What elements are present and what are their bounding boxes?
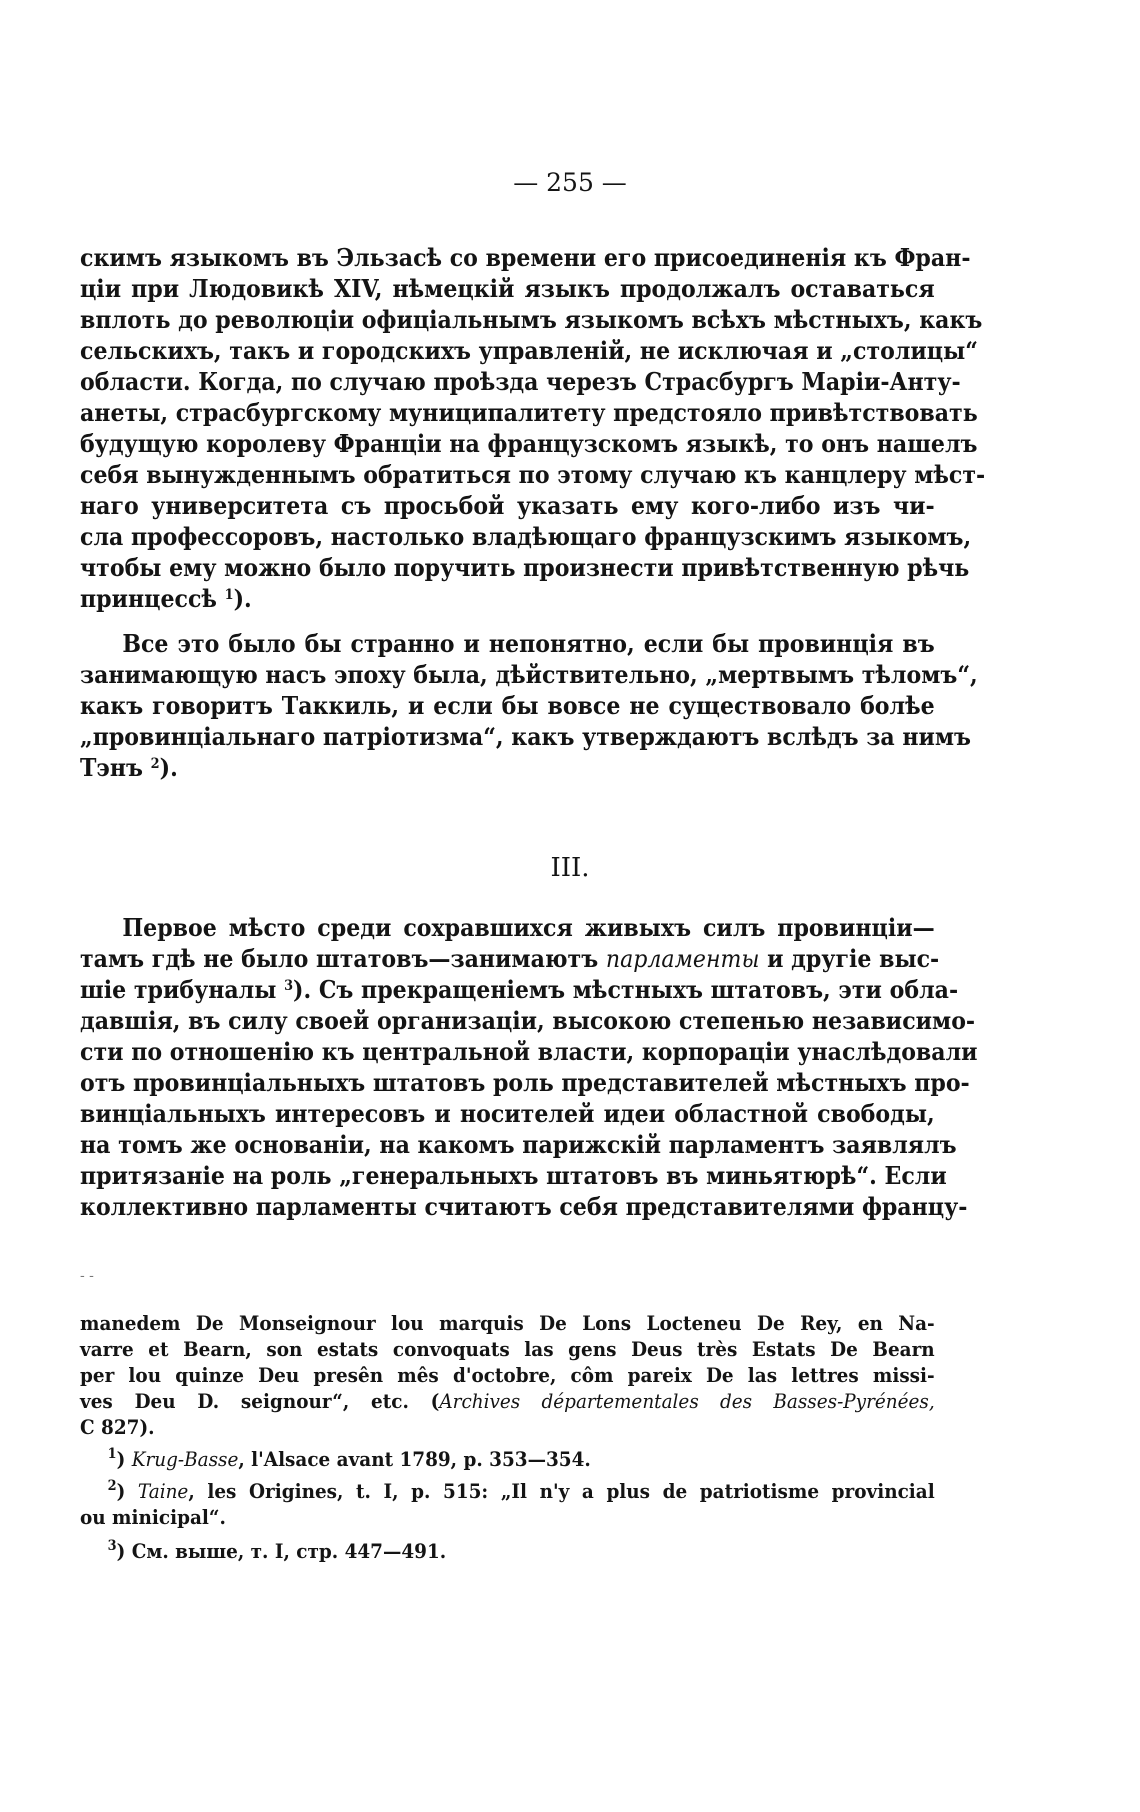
footnote-line: C 827). (80, 1415, 155, 1439)
footnote-line: manedem De Monseignour lou marquis De Lons Locteneu De Rey, en Na- (80, 1311, 935, 1335)
text-line (80, 754, 935, 782)
footnote-1: $^1$) Krug-Basse, l'Alsace avant 1789, p. 353—354. (107, 1446, 591, 1471)
text-line: занимающую насъ эпоху была, дѣйствительно, „мертвымъ тѣломъ“, (80, 660, 978, 689)
footnote-3: $^3$) См. выше, т. I, стр. 447—491. (107, 1538, 447, 1563)
text-fragment: Тэнъ (80, 753, 143, 782)
text-line (80, 585, 935, 613)
text-line (80, 944, 940, 973)
text-line: сельскихъ, такъ и городскихъ управленій, не исключая и „столицы“ (80, 336, 978, 365)
text-fragment: принцессѣ (80, 584, 217, 613)
text-line: какъ говоритъ Таккиль, и если бы вовсе не существовало болѣе (80, 691, 935, 720)
text-line: Все это было бы странно и непонятно, если бы провинція въ (122, 629, 935, 658)
text-line: отъ провинціальныхъ штатовъ роль представителей мѣстныхъ про- (80, 1068, 970, 1097)
footnote-mark: 1 (107, 1446, 117, 1462)
text-fragment: тамъ гдѣ не было штатовъ—занимаютъ (80, 944, 606, 973)
footnote-ref: 1 (224, 587, 234, 603)
text-line (80, 975, 959, 1004)
footnote-line: per lou quinze Deu presên mês d'octobre, côm pareix De las lettres missi- (80, 1363, 935, 1387)
text-line: чтобы ему можно было поручить произнести привѣтственную рѣчь (80, 553, 970, 582)
text-fragment: ). (159, 753, 178, 782)
text-fragment: и другіе выс- (759, 944, 940, 973)
text-line: сти по отношенію къ центральной власти, корпораціи унаслѣдовали (80, 1037, 978, 1066)
footnote-separator: - - (80, 1268, 94, 1284)
text-line: наго университета съ просьбой указать ему кого-либо изъ чи- (80, 491, 935, 520)
text-line: „провинціальнаго патріотизма“, какъ утверждаютъ вслѣдъ за нимъ (80, 722, 971, 751)
text-line: области. Когда, по случаю проѣзда черезъ Страсбургъ Маріи-Анту- (80, 367, 961, 396)
text-fragment: ). (233, 584, 252, 613)
text-line: ціи при Людовикѣ XIV, нѣмецкій языкъ продолжалъ оставаться (80, 274, 935, 303)
text-line: себя вынужденнымъ обратиться по этому случаю къ канцлеру мѣст- (80, 460, 986, 489)
text-fragment: ves Deu D. seignour“, etc. ( (80, 1389, 440, 1413)
text-line: вплоть до революціи офиціальнымъ языкомъ всѣхъ мѣстныхъ, какъ (80, 305, 983, 334)
footnote-text: , l'Alsace avant 1789, p. 353—354. (238, 1447, 591, 1471)
text-line: притязаніе на роль „генеральныхъ штатовъ въ миньятюрѣ“. Если (80, 1161, 947, 1190)
italic-title: Archives départementales des Basses-Pyrénées, (439, 1389, 935, 1413)
text-line: винціальныхъ интересовъ и носителей идеи областной свободы, (80, 1099, 935, 1128)
page-number: — 255 — (513, 168, 627, 197)
footnote-mark: 3 (107, 1538, 117, 1554)
footnote-line: varre et Bearn, son estats convoquats las gens Deus très Estats De Bearn (80, 1337, 935, 1361)
text-line: на томъ же основаніи, на какомъ парижскій парламентъ заявлялъ (80, 1130, 957, 1159)
footnote-mark: 2 (107, 1478, 117, 1494)
text-line: будущую королеву Франціи на французскомъ языкѣ, то онъ нашелъ (80, 429, 978, 458)
text-line: анеты, страсбургскому муниципалитету предстояло привѣтствовать (80, 398, 978, 427)
text-line: скимъ языкомъ въ Эльзасѣ со времени его присоединенія къ Фран- (80, 243, 971, 272)
footnote-line: ou minicipal“. (80, 1505, 226, 1529)
text-fragment: ). Съ прекращеніемъ мѣстныхъ штатовъ, эти обла- (293, 975, 959, 1004)
footnote-2: $^2$) Taine, les Origines, t. I, p. 515: „Il n'y a plus de patriotisme provincial (107, 1478, 935, 1503)
text-line: сла профессоровъ, настолько владѣющаго французскимъ языкомъ, (80, 522, 972, 551)
section-heading: III. (550, 853, 590, 883)
footnote-ref: 2 (150, 756, 160, 772)
footnote-text: , les Origines, t. I, p. 515: „Il n'y a plus de patriotisme provincial (188, 1479, 935, 1503)
footnote-ref: 3 (284, 978, 294, 994)
text-line: коллективно парламенты считаютъ себя представителями францу- (80, 1192, 968, 1221)
text-fragment: шіе трибуналы (80, 975, 285, 1004)
footnote-author: Krug-Basse (131, 1447, 239, 1471)
italic-term: парламенты (605, 945, 760, 973)
footnote-author: Taine (137, 1479, 189, 1503)
footnote-text: См. выше, т. I, стр. 447—491. (131, 1539, 447, 1563)
footnote-line (80, 1388, 935, 1414)
text-line: Первое мѣсто среди сохравшихся живыхъ силъ провинціи— (122, 913, 935, 942)
text-line: давшія, въ силу своей организаціи, высокою степенью независимо- (80, 1006, 976, 1035)
